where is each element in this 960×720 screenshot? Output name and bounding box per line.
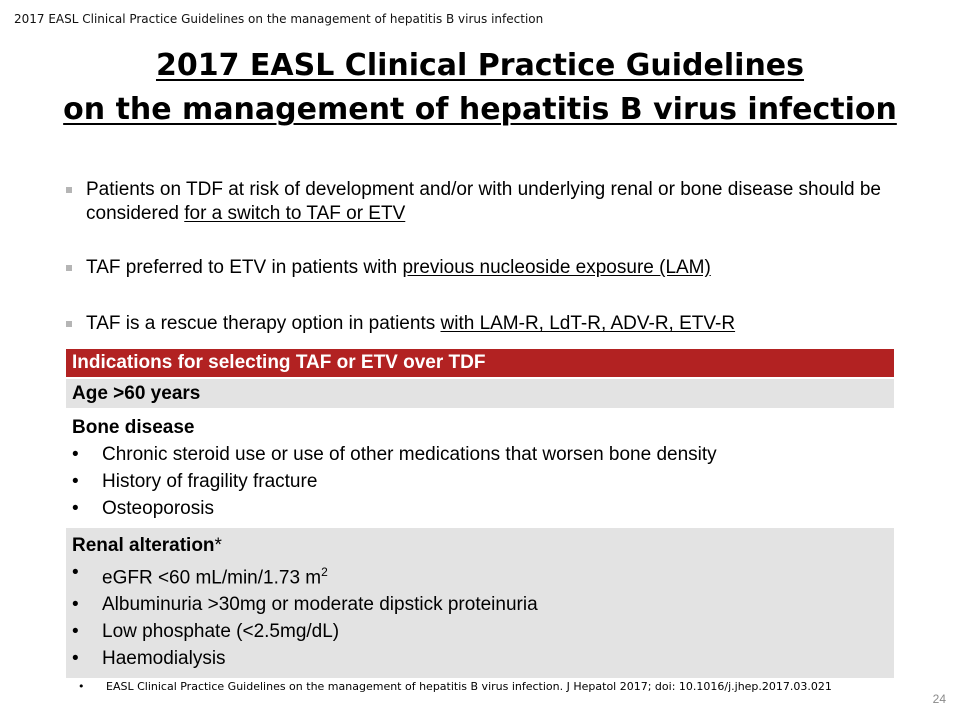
bullet-point: [66, 256, 906, 280]
bullet-icon: •: [72, 562, 79, 583]
square-bullet-icon: [66, 265, 72, 271]
bone-disease-title: Bone disease: [72, 417, 195, 438]
footnote-asterisk: *: [214, 535, 222, 556]
bullet-text: TAF preferred to ETV in patients with: [86, 257, 403, 278]
bullet-point: [66, 178, 906, 226]
list-item: • eGFR <60 mL/min/1.73 $m^2$: [72, 559, 894, 591]
indications-table: [66, 349, 894, 678]
bullet-icon: •: [78, 680, 85, 693]
slide-title: [0, 44, 960, 132]
bullet-icon: •: [72, 444, 79, 465]
square-bullet-icon: [66, 187, 72, 193]
bullet-icon: •: [72, 594, 79, 616]
square-bullet-icon: [66, 321, 72, 327]
bullet-icon: •: [72, 648, 79, 670]
slide-header: 2017 EASL Clinical Practice Guidelines on the management of hepatitis B virus infection: [14, 12, 544, 26]
footer-reference: [78, 680, 832, 693]
table-row-renal: [66, 528, 894, 678]
list-item: • Chronic steroid use or use of other medications that worsen bone density: [72, 441, 894, 468]
title-line-1: 2017 EASL Clinical Practice Guidelines: [155, 48, 805, 83]
bullet-icon: •: [72, 621, 79, 643]
bullet-point: [66, 312, 906, 336]
bullet-underlined-text: with LAM-R, LdT-R, ADV-R, ETV-R: [440, 313, 736, 334]
page-number: 24: [932, 692, 946, 706]
renal-alteration-title: Renal alteration*: [72, 535, 222, 556]
list-item: • Haemodialysis: [72, 645, 894, 672]
bullet-text: Patients on TDF at risk of development and/or with underlying renal or bone disease should be considered: [86, 179, 881, 224]
bullet-underlined-text: previous nucleoside exposure (LAM): [402, 257, 711, 278]
table-row-age: Age >60 years: [66, 379, 894, 408]
reference-text: EASL Clinical Practice Guidelines on the management of hepatitis B virus infection. J Hepatol 2017; doi: 10.1016/j.jhep.2017.03.021: [106, 680, 832, 693]
list-item: • Low phosphate (<2.5mg/dL): [72, 618, 894, 645]
bullet-list: [66, 178, 906, 336]
bullet-icon: •: [72, 498, 79, 519]
table-header: Indications for selecting TAF or ETV over TDF: [66, 349, 894, 377]
table-row-bone: [66, 408, 894, 526]
bullet-underlined-text: for a switch to TAF or ETV: [184, 203, 406, 224]
list-item: • Osteoporosis: [72, 495, 894, 522]
title-line-2: on the management of hepatitis B virus infection: [63, 92, 897, 127]
bullet-icon: •: [72, 471, 79, 492]
list-item: • Albuminuria >30mg or moderate dipstick proteinuria: [72, 591, 894, 618]
bullet-text: TAF is a rescue therapy option in patients: [86, 313, 441, 334]
superscript: 2: [321, 565, 328, 579]
list-item: • History of fragility fracture: [72, 468, 894, 495]
